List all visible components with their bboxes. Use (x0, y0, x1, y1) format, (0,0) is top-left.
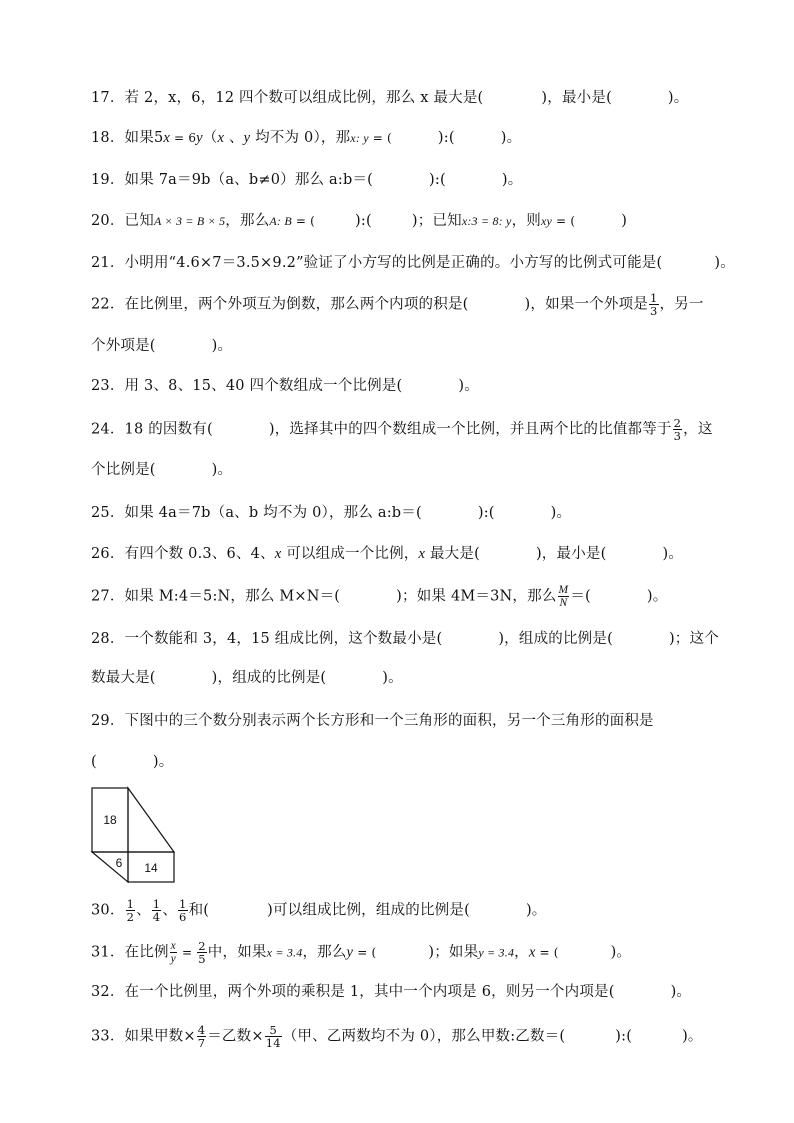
q19-colon: ):( (429, 172, 446, 188)
q24-text-4: 个比例是( (91, 462, 156, 478)
q33-frac-2 (265, 1024, 282, 1049)
q31-cond2: y = 3.4 (478, 945, 515, 960)
q30-f2-num: 1 (152, 897, 161, 911)
q30-text-2: 和( (188, 902, 210, 919)
question-25 (91, 503, 704, 523)
question-26 (91, 544, 704, 564)
triangle-top (128, 788, 174, 852)
q18-eq: = 6 (170, 131, 197, 145)
q30-f1-num: 1 (126, 897, 135, 911)
question-31 (91, 940, 704, 965)
q22-end: )。 (211, 338, 233, 354)
q30-f2-den: 4 (152, 910, 161, 924)
question-27 (91, 584, 704, 609)
q20-xy: xy (540, 214, 553, 228)
question-21 (91, 253, 735, 273)
q20-expr2: x:3 = 8: y (461, 214, 512, 228)
question-28 (91, 629, 719, 649)
question-22-cont (91, 336, 704, 356)
q20-colon: ):( (355, 213, 372, 229)
q20-text-2: ，那么 (225, 213, 270, 229)
q31-text-3: ，那么 (302, 944, 347, 961)
question-28-cont (91, 668, 704, 688)
q20-eq: = ( (291, 214, 316, 228)
q18-eq2: = ( (368, 131, 392, 145)
q26-text-3: 最大是( (425, 546, 480, 562)
q26-var-x2: x (418, 546, 426, 562)
area-figure (88, 786, 180, 886)
q31-frac-xy (170, 940, 177, 965)
q19-text: 19．如果 7a＝9b（a、b≠0）那么 a:b＝( (91, 172, 374, 188)
q33-f1-den: 7 (197, 1036, 206, 1050)
q31-var-y: y (346, 944, 354, 961)
q18-colon: ):( (437, 130, 455, 146)
q19-end: )。 (501, 172, 523, 188)
q31-fx-num: x (170, 940, 176, 952)
question-29-cont (91, 752, 704, 772)
q32-text: 32．在一个比例里，两个外项的乘积是 1，其中一个内项是 6，则另一个内项是( (91, 984, 615, 1000)
q24-fraction (673, 417, 683, 442)
q30-frac-1 (126, 898, 136, 923)
q31-f-den: 5 (198, 952, 206, 966)
q31-eq2: = ( (353, 945, 377, 960)
q20-expr1: A × 3 = B × 5 (153, 214, 226, 228)
q28-text-5: )，组成的比例是( (211, 670, 327, 686)
q33-text-2: ＝乙数× (207, 1028, 264, 1045)
q18-ratio: x: y (350, 131, 369, 145)
q27-text-2: )；如果 4M＝3N，那么 (396, 588, 557, 605)
q18-var-x: x (163, 130, 171, 146)
q31-frac-25 (197, 940, 207, 965)
q20-text-4: ，则 (511, 213, 541, 229)
label-14: 14 (144, 861, 158, 875)
q26-text-4: )，最小是( (535, 546, 607, 562)
q33-colon: ):( (615, 1028, 633, 1045)
q22-text-4: 个外项是( (91, 338, 156, 354)
q26-var-x: x (274, 546, 282, 562)
q27-fraction (558, 584, 570, 609)
q31-text-4: )；如果 (428, 944, 479, 961)
question-22 (91, 292, 704, 317)
question-20 (91, 211, 704, 231)
question-30 (91, 898, 704, 923)
q33-text-3: （甲、乙两数均不为 0），那么甲数:乙数＝( (282, 1028, 566, 1045)
q20-end: ) (621, 213, 628, 229)
q18-paren: （ (202, 130, 218, 146)
q32-end: )。 (670, 984, 692, 1000)
q18-var-y: y (196, 130, 203, 146)
q28-text: 28．一个数能和 3，4，15 组成比例，这个数最小是( (91, 631, 443, 647)
q24-frac-num: 2 (673, 416, 682, 430)
q22-text-3: ，另一 (659, 296, 704, 313)
q27-end: )。 (646, 588, 668, 605)
question-19 (91, 170, 704, 190)
q29-text: 29．下图中的三个数分别表示两个长方形和一个三角形的面积，另一个三角形的面积是 (91, 713, 654, 729)
q33-frac-1 (197, 1024, 207, 1049)
triangle-6 (92, 852, 128, 882)
q31-eq: = (177, 945, 197, 960)
q24-text: 24．18 的因数有( (91, 421, 213, 438)
q30-frac-3 (178, 898, 188, 923)
q17-text-2: )，最小是( (541, 90, 612, 106)
q31-text: 31．在比例 (91, 944, 169, 961)
q33-end: )。 (682, 1028, 703, 1045)
q28-text-4: 数最大是( (91, 670, 156, 686)
q17-text: 17．若 2，x，6，12 四个数可以组成比例，那么 x 最大是( (91, 90, 484, 106)
question-17 (91, 88, 704, 108)
q30-end: )。 (525, 902, 547, 919)
q30-f3-num: 1 (179, 897, 187, 911)
q18-text-2: 均不为 0），那 (250, 130, 351, 146)
q26-text-2: 可以组成一个比例， (281, 546, 419, 562)
q23-text: 23．用 3、8、15、40 四个数组成一个比例是( (91, 378, 403, 394)
q30-f1-den: 2 (126, 910, 135, 924)
q20-text: 20．已知 (91, 213, 154, 229)
q18-text: 18．如果5 (91, 130, 164, 146)
q31-eq3: = ( (535, 945, 559, 960)
question-32 (91, 982, 704, 1002)
q24-text-3: ，这 (683, 421, 713, 438)
q29-end: )。 (152, 754, 174, 770)
q30-frac-2 (152, 898, 162, 923)
q28-text-3: )；这个 (668, 631, 719, 647)
question-18 (91, 128, 704, 148)
q18-var-x2: x (217, 130, 225, 146)
q30-text: 30． (91, 902, 125, 919)
q23-end: )。 (458, 378, 479, 394)
q28-text-2: )，组成的比例是( (498, 631, 613, 647)
q33-f1-num: 4 (197, 1023, 206, 1037)
q30-f3-den: 6 (179, 910, 187, 924)
q25-text: 25．如果 4a＝7b（a、b 均不为 0），那么 a:b＝( (91, 505, 422, 521)
q21-text: 21．小明用“4.6×7＝3.5×9.2”验证了小方写的比例是正确的。小方写的比例式可能是( (91, 255, 663, 271)
q18-sep: 、 (224, 130, 244, 146)
q29-open: ( (91, 754, 97, 770)
q31-end: )。 (610, 944, 632, 961)
q27-frac-den: N (559, 597, 568, 609)
q30-sep1: 、 (136, 902, 151, 919)
q26-text: 26．有四个数 0.3、6、4、 (91, 546, 275, 562)
q27-frac-num: M (558, 584, 569, 596)
q21-end: )。 (714, 255, 735, 271)
q31-fx-den: y (170, 953, 176, 965)
q26-end: )。 (662, 546, 684, 562)
q33-f2-num: 5 (265, 1024, 282, 1037)
q22-text-2: )，如果一个外项是 (524, 296, 648, 313)
q31-f-num: 2 (198, 939, 206, 953)
q24-frac-den: 3 (673, 429, 682, 443)
question-29 (91, 711, 704, 731)
q18-var-y2: y (243, 130, 251, 146)
q27-text: 27．如果 M:4＝5:N，那么 M×N＝( (91, 588, 341, 605)
question-23 (91, 376, 704, 396)
q31-text-2: 中，如果 (207, 944, 267, 961)
question-24-cont (91, 460, 704, 480)
q31-cond1: x = 3.4 (266, 945, 303, 960)
q17-text-3: )。 (667, 90, 689, 106)
q25-colon: ):( (477, 505, 495, 521)
q24-text-2: )，选择其中的四个数组成一个比例，并且两个比的比值都等于 (268, 421, 672, 438)
q27-text-3: ＝( (570, 588, 591, 605)
q25-end: )。 (550, 505, 572, 521)
q30-sep2: 、 (162, 902, 178, 919)
label-6: 6 (115, 856, 123, 870)
q20-ratio: A: B (269, 214, 292, 228)
label-18: 18 (103, 813, 117, 827)
q30-text-3: )可以组成比例，组成的比例是( (267, 902, 470, 919)
q22-frac-num: 1 (649, 291, 658, 305)
q24-end: )。 (211, 462, 233, 478)
q28-end: )。 (382, 670, 403, 686)
q22-fraction (649, 292, 659, 317)
question-33 (91, 1024, 704, 1049)
q33-f2-den: 14 (265, 1036, 281, 1050)
q31-comma: ， (514, 944, 529, 961)
q33-text: 33．如果甲数× (91, 1028, 196, 1045)
q18-end: )。 (500, 130, 522, 146)
q20-eq2: = ( (552, 214, 576, 228)
q22-text: 22．在比例里，两个外项互为倒数，那么两个内项的积是( (91, 296, 469, 313)
question-24 (91, 416, 713, 443)
q31-var-x: x (528, 944, 536, 961)
q22-frac-den: 3 (649, 304, 658, 318)
q20-text-3: )；已知 (411, 213, 462, 229)
